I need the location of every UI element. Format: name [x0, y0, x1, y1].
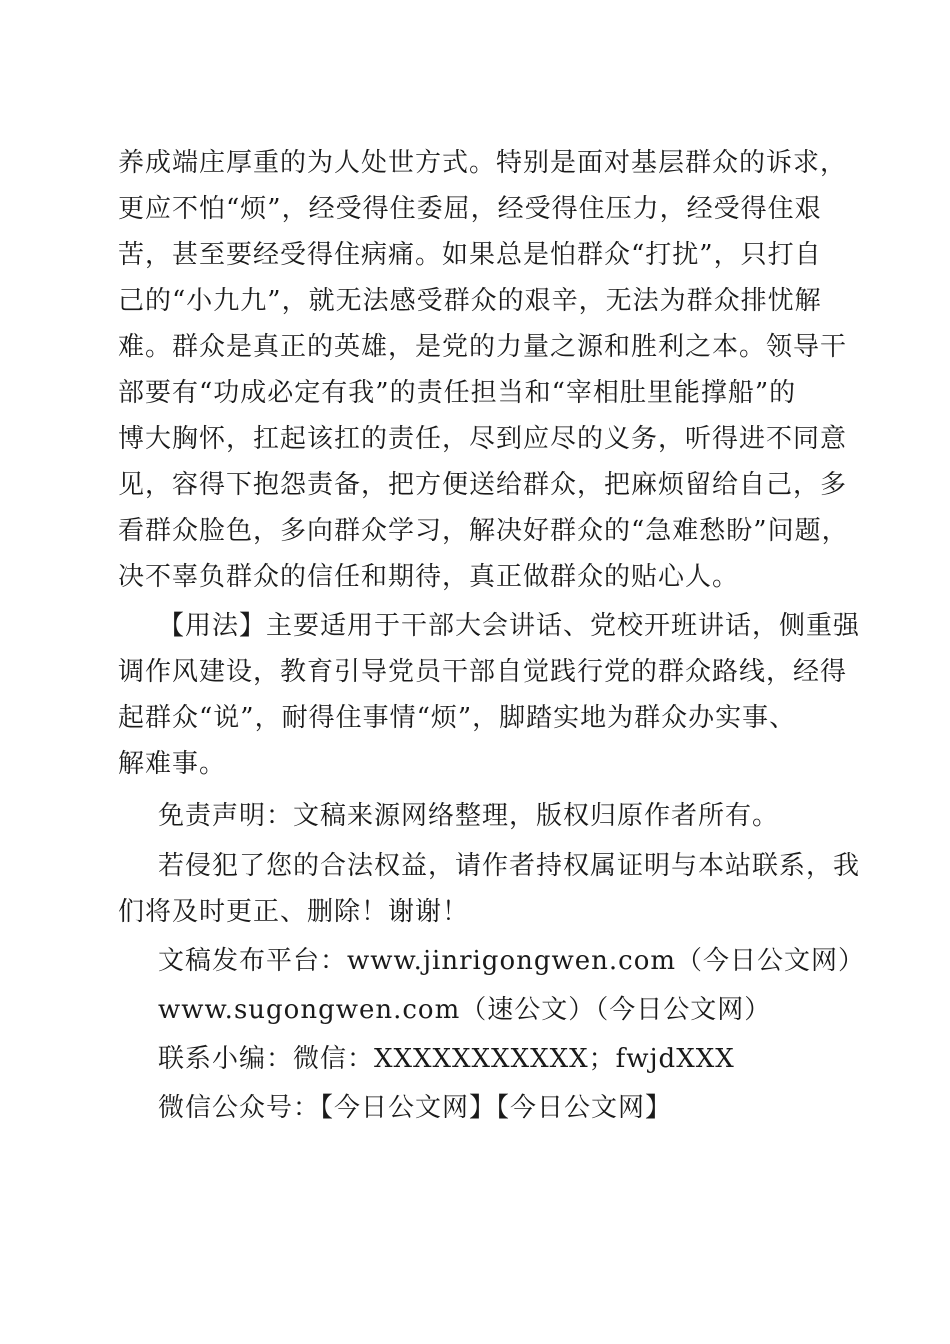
disclaimer-text: 免责声明：文稿来源网络整理，版权归原作者所有。 — [158, 801, 780, 831]
usage-line: 调作风建设，教育引导党员干部自觉践行党的群众路线，经得 — [118, 657, 848, 687]
text-line: 决不辜负群众的信任和期待，真正做群众的贴心人。 — [118, 562, 740, 592]
usage-line: 解难事。 — [118, 749, 227, 779]
text-line: 难。群众是真正的英雄，是党的力量之源和胜利之本。领导干 — [118, 332, 848, 362]
text-line: 苦，甚至要经受得住病痛。如果总是怕群众“打扰”，只打自 — [118, 240, 822, 270]
platform-text: 文稿发布平台：www.jinrigongwen.com（今日公文网） — [158, 946, 866, 976]
platform-alt-text: www.sugongwen.com（速公文）（今日公文网） — [158, 995, 772, 1025]
usage-line: 【用法】主要适用于干部大会讲话、党校开班讲话，侧重强 — [158, 611, 861, 641]
wechat-text: 微信公众号：【今日公文网】【今日公文网】 — [158, 1093, 673, 1123]
text-line: 己的“小九九”，就无法感受群众的艰辛，无法为群众排忧解 — [118, 286, 822, 316]
text-line: 部要有“功成必定有我”的责任担当和“宰相肚里能撑船”的 — [118, 378, 797, 408]
infringement-text: 若侵犯了您的合法权益，请作者持权属证明与本站联系，我 — [158, 851, 861, 881]
text-line: 更应不怕“烦”，经受得住委屈，经受得住压力，经受得住艰 — [118, 194, 822, 224]
text-line: 博大胸怀，扛起该扛的责任，尽到应尽的义务，听得进不同意 — [118, 424, 848, 454]
usage-line: 起群众“说”，耐得住事情“烦”，脚踏实地为群众办实事、 — [118, 703, 797, 733]
contact-text: 联系小编：微信：XXXXXXXXXXX；fwjdXXX — [158, 1044, 735, 1074]
infringement-text: 们将及时更正、删除！谢谢！ — [118, 897, 470, 927]
text-line: 养成端庄厚重的为人处世方式。特别是面对基层群众的诉求， — [118, 148, 848, 178]
text-line: 见，容得下抱怨责备，把方便送给群众，把麻烦留给自己，多 — [118, 470, 848, 500]
text-line: 看群众脸色，多向群众学习，解决好群众的“急难愁盼”问题， — [118, 516, 849, 546]
